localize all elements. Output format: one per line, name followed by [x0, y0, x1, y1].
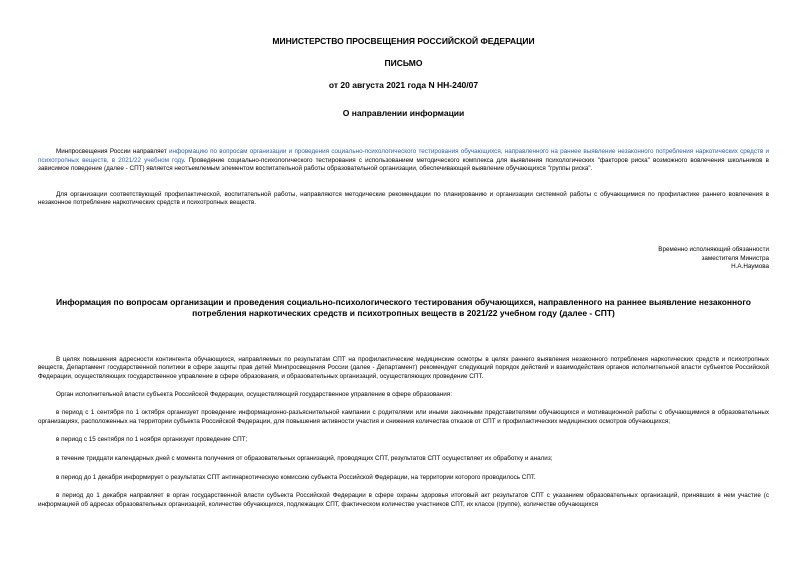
- letter-paragraph-1: [38, 148, 769, 174]
- letter-paragraph-2: Для организации соответствующей профилактической, воспитательной работы, направляются методические рекомендации по планированию и организации системной работы с обучающимися по профилактике раннего вовлечения в незаконное потребление наркотических средств и психотропных веществ.: [38, 190, 769, 207]
- signature-block: [38, 246, 769, 272]
- document-subject: О направлении информации: [342, 108, 465, 118]
- document-date-number: от 20 августа 2021 года N НН-240/07: [328, 80, 479, 90]
- info-paragraph-5: в течение тридцати календарных дней с момента получения от образовательных организаций, проводящих СПТ, результатов СПТ осуществляет их обработку и анализ;: [56, 454, 553, 462]
- ministry-name: МИНИСТЕРСТВО ПРОСВЕЩЕНИЯ РОССИЙСКОЙ ФЕДЕРАЦИИ: [272, 36, 535, 46]
- signature-position: Временно исполняющий обязанности: [658, 245, 769, 253]
- signature-position-2: заместителя Министра: [701, 254, 769, 262]
- info-paragraph-3: в период с 1 сентября по 1 октября организует проведение информационно-разъяснительной кампании с родителями или иными законными представителями обучающихся и мотивационной работы с обучающимися в образовательных организациях, расположенных на территории субъекта Российской Федерации, для повышения активности участия и снижения количества отказов от СПТ и профилактических медицинских осмотров обучающихся;: [38, 409, 769, 425]
- info-paragraph-4: в период с 15 сентября по 1 ноября организует проведение СПТ;: [56, 436, 248, 444]
- info-paragraph-1: В целях повышения адресности контингента обучающихся, направляемых по результатам СПТ на профилактические медицинские осмотры в целях раннего выявления незаконного потребления наркотических средств и психотропных веществ, Департамент государственной политики в сфере защиты прав детей Минпросвещения России (далее - Департамент) рекомендует следующий порядок действий и взаимодействия органов исполнительной власти субъектов Российской Федерации, осуществляющих государственное управление в сфере образования, и образовательных организаций, осуществляющих проведение СПТ.: [38, 355, 769, 380]
- letter-paragraph-1-intro: Минпросвещения России направляет: [56, 148, 169, 155]
- letter-paragraph-1-rest: . Проведение социально-психологического тестирования с использованием методического комплекса для выявления психологических "факторов риска" возможного вовлечения школьников в зависимое поведение (далее - СПТ) является неотъемлемым элементом воспитательной работы образовательной организации, обеспечивающей выявление обучающихся "группы риска".: [38, 156, 769, 173]
- signature-name: Н.А.Наумова: [731, 263, 769, 271]
- info-paragraph-6: в период до 1 декабря информирует о результатах СПТ антинаркотическую комиссию субъекта Российской Федерации, на территории которого проводилось СПТ.: [56, 473, 536, 481]
- information-title: Информация по вопросам организации и проведения социально-психологического тестирования обучающихся, направленного на раннее выявление незаконного потребления наркотических средств и психотропных веществ в 2021/22 учебном году (далее - СПТ): [55, 296, 751, 318]
- info-paragraph-2: Орган исполнительной власти субъекта Российской Федерации, осуществляющий государственное управление в сфере образования:: [56, 390, 452, 398]
- information-link[interactable]: информацию по вопросам организации и проведения социально-психологического тестирования обучающихся, направленного на раннее выявление незаконного потребления наркотических средств и психотропных веществ, в 2021/22 учебном году: [38, 148, 769, 164]
- document-type: ПИСЬМО: [384, 58, 423, 68]
- info-paragraph-7: в период до 1 декабря направляет в орган государственной власти субъекта Российской Федерации в сфере охраны здоровья итоговый акт результатов СПТ с указанием образовательных организаций, принявших в нем участие (с информацией об адресах образовательных организаций, количестве обучающихся, подлежащих СПТ, фактическом количестве участников СПТ, их классе (группе), количестве обучающихся: [38, 492, 769, 508]
